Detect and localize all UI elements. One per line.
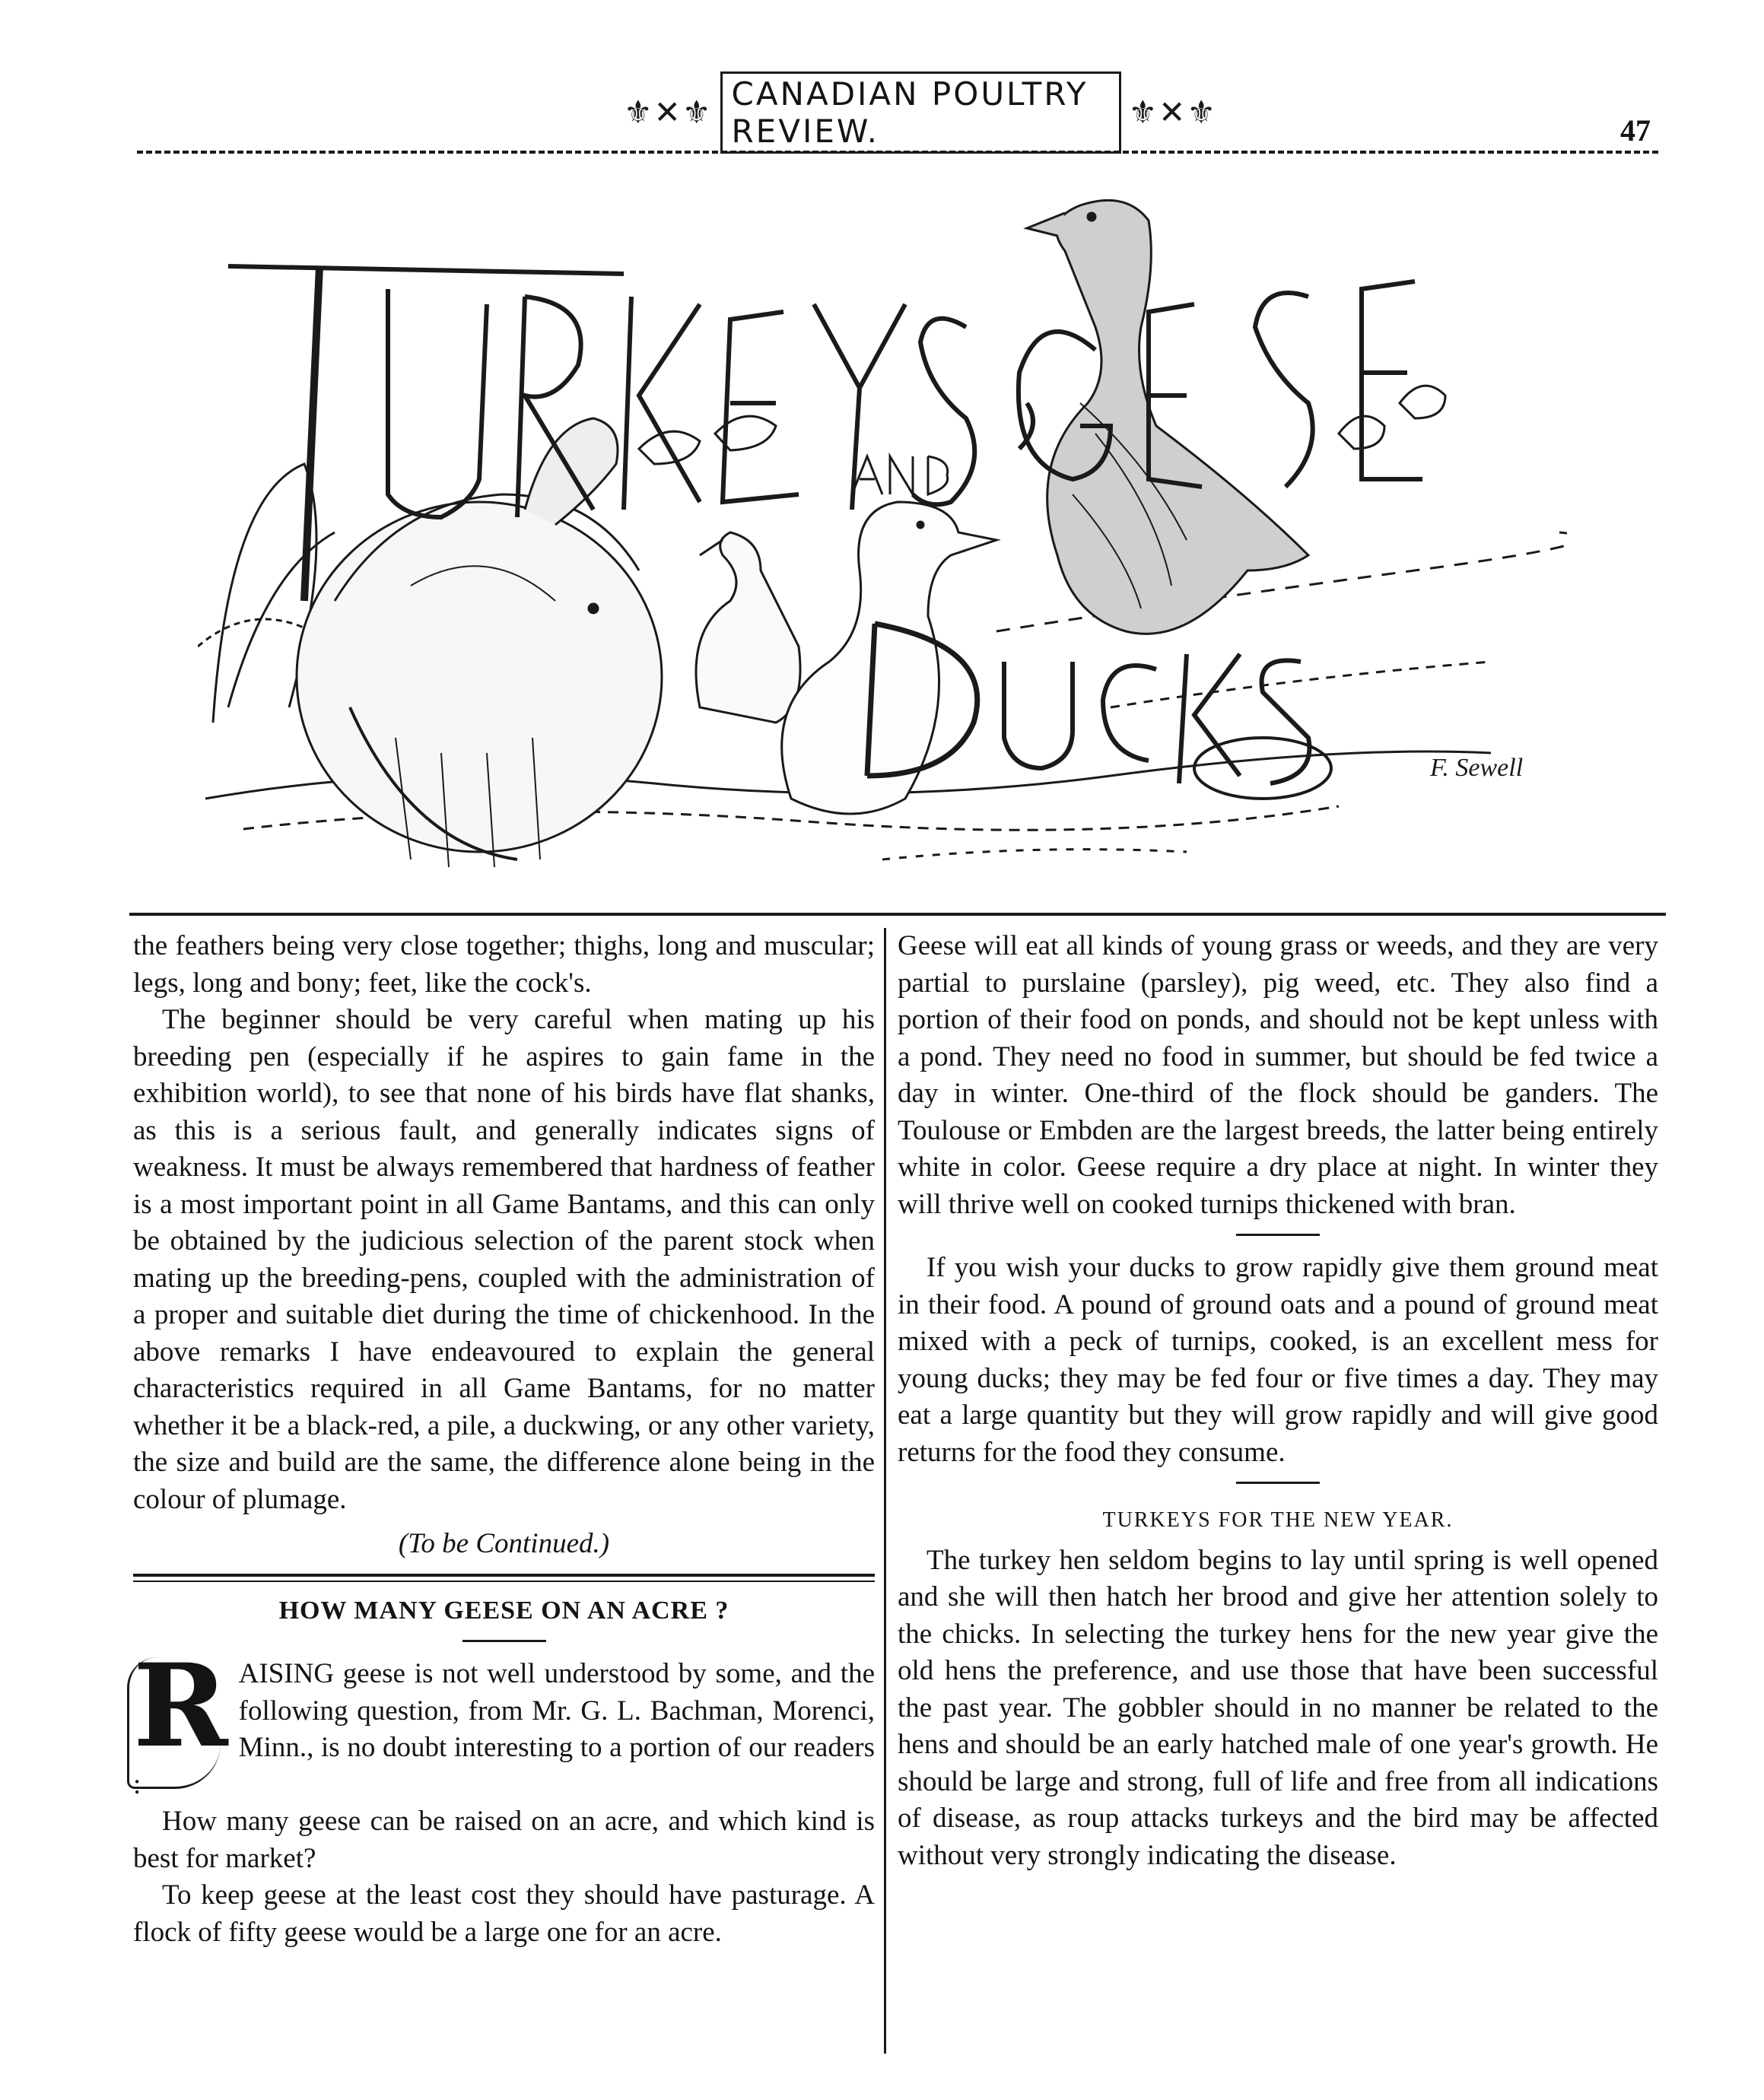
illustration-divider [129,913,1666,916]
section-separator-2 [1236,1482,1320,1484]
artist-signature: F. Sewell [1430,754,1524,782]
page-number: 47 [1620,113,1651,148]
article-heading-geese: HOW MANY GEESE ON AN ACRE ? [278,1596,729,1625]
heading-underline [462,1640,546,1642]
left-paragraph-2: The beginner should be very careful when mating up his breeding pen (especially if he aspires to gain fame in the exhibition world), to see that none of his birds have flat shanks, as this is a serious fault, and generally indicates signs of weakness. It must be always remembered that hardness of feather is a most important point in all Game Bantams, and this can only be obtained by the judicious selection of the parent stock when mating up the breeding-pens, coupled with the administration of a proper and suitable diet during the time of chickenhood. In the above remarks I have endeavoured to explain the general characteristics required in all Game Bantams, for no matter whether it be a black-red, a pile, a duckwing, or any other variety, the size and build are the same, the difference alone being in the colour of plumage. [133,1004,875,1515]
column-divider [884,928,886,2054]
right-paragraph-3: The turkey hen seldom begins to lay until spring is well opened and she will then hatch her brood and give her attention solely to the chicks. In selecting the turkey hens for the new year give the old hens the preference, and use those that have been successful the past year. The gobbler should in no manner be related to the hens and should be an early hatched male of one year's growth. He should be large and strong, full of life and free from all indications of disease, as roup attacks turkeys and the bird may be affected without very strongly indicating the disease. [898,1544,1658,1871]
masthead-ornament-left: ⚜✕⚜ [624,96,713,131]
article-heading-turkeys: TURKEYS FOR THE NEW YEAR. [1102,1508,1454,1532]
section-separator-1 [1236,1234,1320,1236]
left-paragraph-5: To keep geese at the least cost they should have pasturage. A flock of fifty geese would be a large one for an acre. [133,1879,875,1948]
header-divider [137,151,1658,154]
left-paragraph-1: the feathers being very close together; thighs, long and muscular; legs, long and bony; feet, like the cock's. [133,930,875,999]
left-paragraph-3 [133,1639,875,1803]
to-be-continued: (To be Continued.) [398,1528,610,1559]
right-paragraph-2: If you wish your ducks to grow rapidly give them ground meat in their food. A pound of ground oats and a pound of ground meat mixed with a peck of turnips, cooked, is an excellent mess for young ducks; they may be fed four or five times a day. They may eat a large quantity but they will grow rapidly and will give good returns for the food they consume. [898,1252,1658,1468]
header-illustration [198,175,1567,882]
publication-title: CANADIAN POULTRY REVIEW. [720,71,1121,154]
masthead-ornament-right: ⚜✕⚜ [1128,96,1217,131]
drop-cap: R [133,1639,228,1773]
left-column [133,928,875,1951]
right-paragraph-1: Geese will eat all kinds of young grass or weeds, and they are very partial to purslaine (parsley), pig weed, etc. They also find a portion of their food on ponds, and should not be kept unless with a pond. They need no food in summer, but should be fed twice a day in winter. One-third of the flock should be ganders. The Toulouse or Embden are the largest breeds, the latter being entirely white in color. Geese require a dry place at night. In winter they will thrive well on cooked turnips thickened with bran. [898,930,1658,1220]
masthead [624,75,1217,150]
right-column [898,928,1658,1874]
article-divider [133,1574,875,1582]
left-paragraph-3-text: AISING geese is not well understood by some, and the following question, from Mr. G. L. Bachman, Morenci, Minn., is no doubt interesting to a portion of our readers : [133,1658,875,1800]
left-paragraph-4: How many geese can be raised on an acre, and which kind is best for market? [133,1806,875,1874]
